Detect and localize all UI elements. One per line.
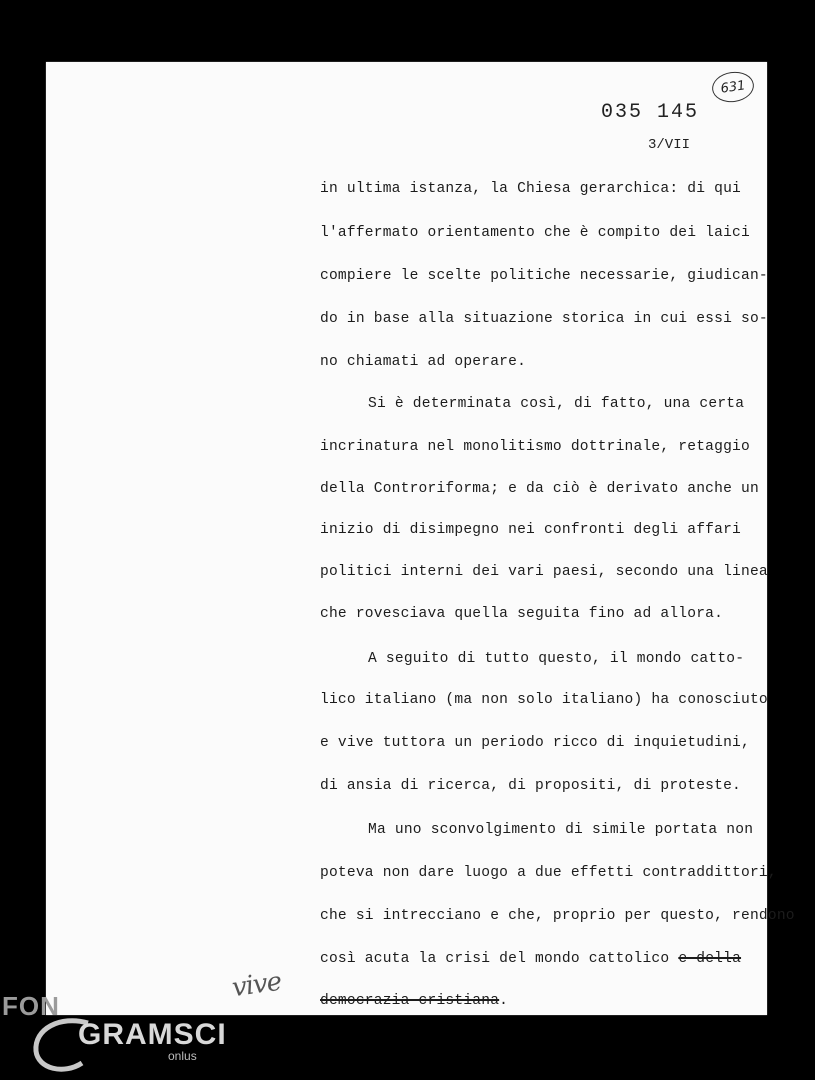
text-line: do in base alla situazione storica in cui essi so- bbox=[320, 311, 768, 327]
text-line: che rovesciava quella seguita fino ad allora. bbox=[320, 606, 724, 622]
struck-text: e della bbox=[678, 951, 742, 967]
reference-number: 035 145 bbox=[601, 101, 700, 124]
text-line: e vive tuttora un periodo ricco di inquietudini, bbox=[320, 735, 750, 751]
text-line: che si intrecciano e che, proprio per questo, rendono bbox=[320, 908, 795, 924]
watermark-prefix: FON bbox=[2, 991, 60, 1021]
text-line: l'affermato orientamento che è compito dei laici bbox=[320, 225, 750, 241]
watermark-name: GRAMSCI bbox=[78, 1018, 227, 1051]
text-line: inizio di disimpegno nei confronti degli affari bbox=[320, 522, 742, 538]
line-end-period: . bbox=[499, 993, 509, 1009]
text-line: poteva non dare luogo a due effetti contraddittori, bbox=[320, 865, 777, 881]
watermark-logo bbox=[0, 985, 260, 1080]
text-line: politici interni dei vari paesi, secondo una linea bbox=[320, 564, 768, 580]
text-line-content: così acuta la crisi del mondo cattolico bbox=[320, 951, 670, 967]
text-line: della Controriforma; e da ciò è derivato anche un bbox=[320, 481, 759, 497]
watermark-suffix: onlus bbox=[168, 1049, 197, 1063]
text-line: di ansia di ricerca, di propositi, di proteste. bbox=[320, 778, 742, 794]
page-stamp: 631 bbox=[710, 69, 756, 105]
struck-text: democrazia cristiana bbox=[320, 993, 500, 1009]
text-line: Si è determinata così, di fatto, una certa bbox=[368, 396, 745, 412]
text-line: incrinatura nel monolitismo dottrinale, retaggio bbox=[320, 439, 750, 455]
text-line: no chiamati ad operare. bbox=[320, 354, 527, 370]
text-line bbox=[320, 951, 741, 967]
text-line bbox=[320, 993, 508, 1009]
text-line: A seguito di tutto questo, il mondo catto- bbox=[368, 651, 745, 667]
section-number: 3/VII bbox=[648, 137, 691, 153]
text-line: Ma uno sconvolgimento di simile portata non bbox=[368, 822, 754, 838]
text-line: in ultima istanza, la Chiesa gerarchica: di qui bbox=[320, 181, 742, 197]
text-line: lico italiano (ma non solo italiano) ha conosciuto bbox=[320, 692, 768, 708]
handwritten-note: vive bbox=[230, 966, 283, 1004]
text-line: compiere le scelte politiche necessarie, giudican- bbox=[320, 268, 768, 284]
